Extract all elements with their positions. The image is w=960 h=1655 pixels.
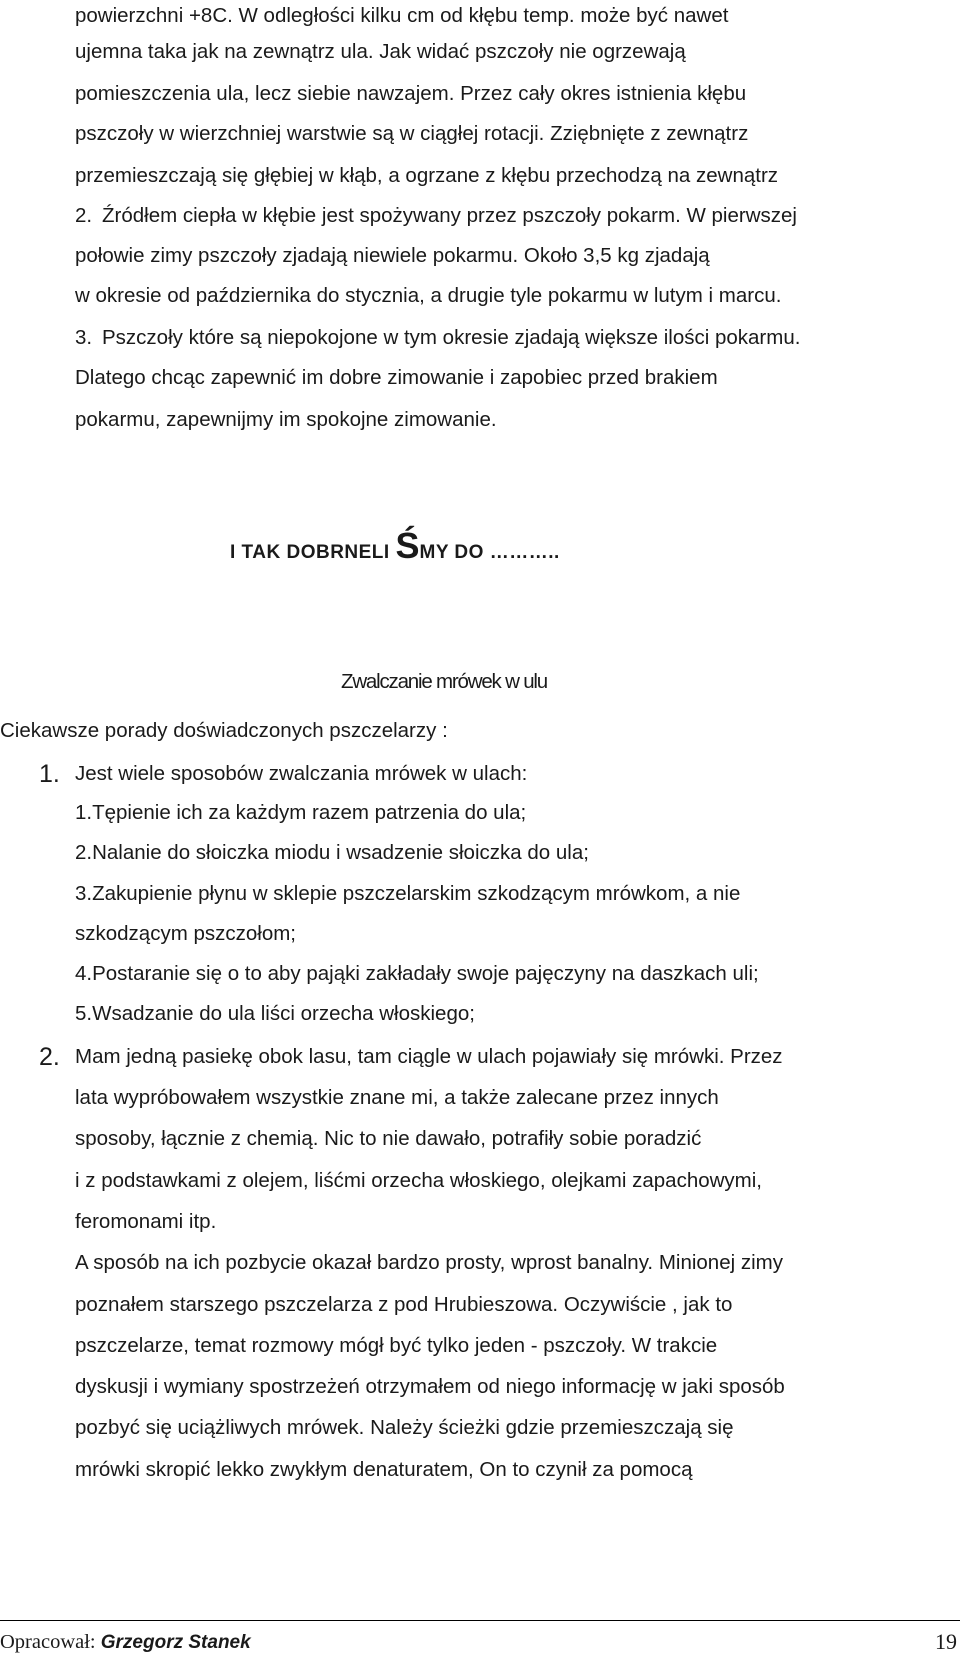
text-line: A sposób na ich pozbycie okazał bardzo prosty, wprost banalny. Minionej zimy: [75, 1251, 783, 1274]
text-line: Jest wiele sposobów zwalczania mrówek w ulach:: [75, 762, 528, 785]
text-line: dyskusji i wymiany spostrzeżeń otrzymałem od niego informację w jaki sposób: [75, 1375, 785, 1398]
text-line: Dlatego chcąc zapewnić im dobre zimowanie i zapobiec przed brakiem: [75, 366, 718, 389]
text-line: i z podstawkami z olejem, liśćmi orzecha włoskiego, olejkami zapachowymi,: [75, 1169, 763, 1192]
text-line: pszczelarze, temat rozmowy mógł być tylko jeden - pszczoły. W trakcie: [75, 1334, 718, 1357]
list-item: 1.Tępienie ich za każdym razem patrzenia do ula;: [75, 801, 527, 824]
text-line: sposoby, łącznie z chemią. Nic to nie dawało, potrafiły sobie poradzić: [75, 1127, 702, 1150]
text-line: pozbyć się uciążliwych mrówek. Należy ścieżki gdzie przemieszczają się: [75, 1416, 734, 1439]
text-line: pomieszczenia ula, lecz siebie nawzajem. Przez cały okres istnienia kłębu: [75, 82, 747, 105]
text-line: ujemna taka jak na zewnątrz ula. Jak widać pszczoły nie ogrzewają: [75, 40, 686, 63]
text-line: Pszczoły które są niepokojone w tym okresie zjadają większe ilości pokarmu.: [102, 326, 801, 349]
text-line: lata wypróbowałem wszystkie znane mi, a także zalecane przez innych: [75, 1086, 719, 1109]
footer-divider: [0, 1620, 960, 1621]
list-item: 5.Wsadzanie do ula liści orzecha włoskiego;: [75, 1002, 475, 1025]
text-line: mrówki skropić lekko zwykłym denaturatem, On to czynił za pomocą: [75, 1458, 693, 1481]
text-line: powierzchni +8C. W odległości kilku cm od kłębu temp. może być nawet: [75, 4, 729, 27]
list-number: 2.: [39, 1043, 60, 1071]
text-line: Źródłem ciepła w kłębie jest spożywany przez pszczoły pokarm. W pierwszej: [102, 204, 797, 227]
text-line: przemieszczają się głębiej w kłąb, a ogrzane z kłębu przechodzą na zewnątrz: [75, 164, 779, 187]
intro-line: Ciekawsze porady doświadczonych pszczelarzy :: [0, 719, 448, 742]
list-number: 3.: [75, 326, 93, 349]
text-line: feromonami itp.: [75, 1210, 217, 1233]
text-line: połowie zimy pszczoły zjadają niewiele pokarmu. Około 3,5 kg zjadają: [75, 244, 710, 267]
text-line: w okresie od października do stycznia, a drugie tyle pokarmu w lutym i marcu.: [75, 284, 782, 307]
footer-author: Opracował: Grzegorz Stanek: [0, 1631, 251, 1653]
list-number: 2.: [75, 204, 93, 227]
text-line: pszczoły w wierzchniej warstwie są w ciągłej rotacji. Zziębnięte z zewnątrz: [75, 122, 749, 145]
text-line: pokarmu, zapewnijmy im spokojne zimowanie.: [75, 408, 497, 431]
list-item: 4.Postaranie się o to aby pająki zakładały swoje pajęczyny na daszkach uli;: [75, 962, 759, 985]
list-item: 3.Zakupienie płynu w sklepie pszczelarskim szkodzącym mrówkom, a nie: [75, 882, 741, 905]
list-number: 1.: [39, 760, 60, 788]
section-heading: I TAK DOBRNELI ŚMY DO ………..: [230, 525, 560, 566]
text-line: poznałem starszego pszczelarza z pod Hrubieszowa. Oczywiście , jak to: [75, 1293, 733, 1316]
list-item: szkodzącym pszczołom;: [75, 922, 297, 945]
list-item: 2.Nalanie do słoiczka miodu i wsadzenie słoiczka do ula;: [75, 841, 589, 864]
text-line: Mam jedną pasiekę obok lasu, tam ciągle w ulach pojawiały się mrówki. Przez: [75, 1045, 783, 1068]
article-title: Zwalczanie mrówek w ulu: [341, 670, 547, 693]
page-number: 19: [935, 1629, 957, 1654]
